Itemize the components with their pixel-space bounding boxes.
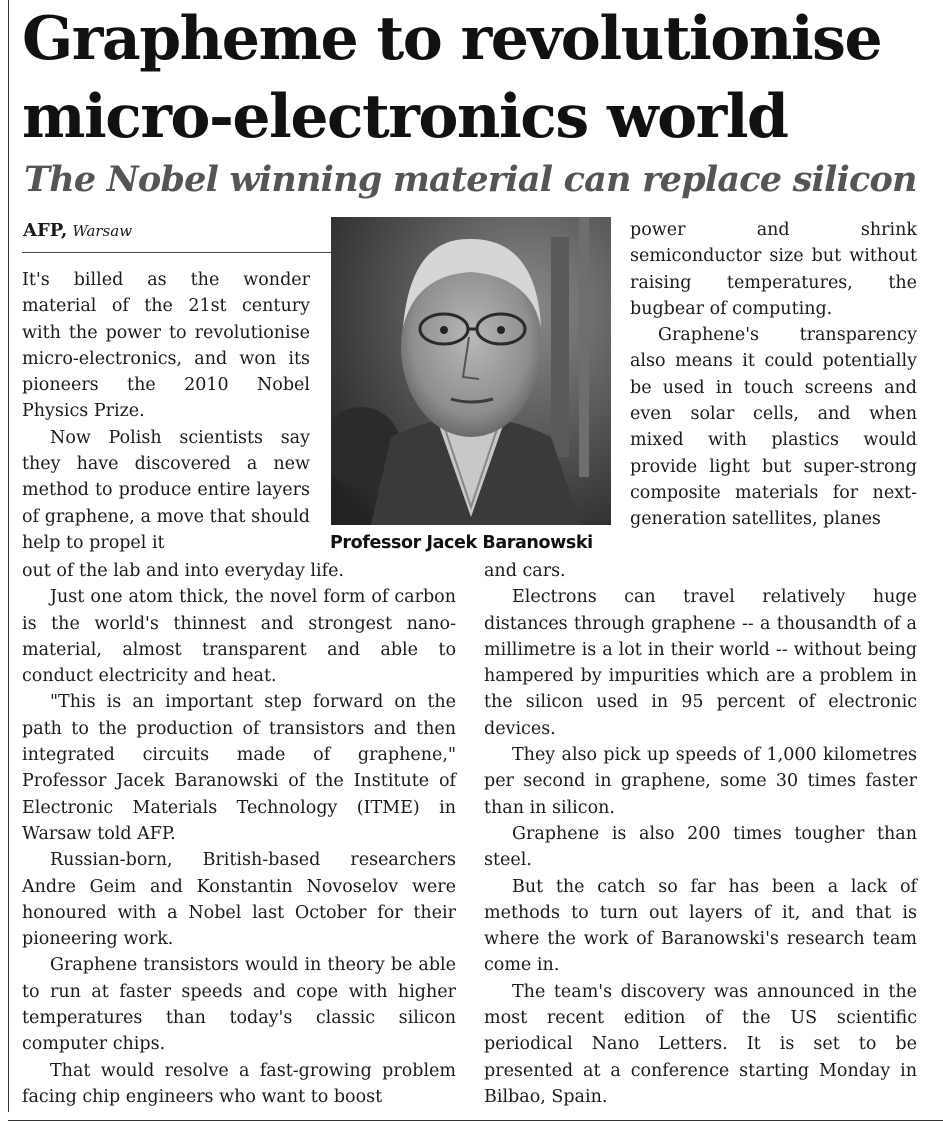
- paragraph: It's billed as the wonder material of the 21st century with the power to revolutionise micro-electronics, and won its pioneers the 2010 Nobel Physics Prize.: [22, 270, 310, 422]
- headline: [22, 0, 937, 156]
- paragraph: That would resolve a fast-growing problem facing chip engineers who want to boost: [22, 1060, 456, 1107]
- paragraph: Now Polish scientists say they have discovered a new method to produce entire layers of graphene, a move that should help to propel it: [22, 427, 310, 553]
- column-rule-left: [8, 0, 9, 1112]
- subheadline: The Nobel winning material can replace silicon: [24, 159, 917, 200]
- byline: [23, 220, 132, 241]
- article-column-upper-left: [22, 267, 310, 556]
- page-bottom-rule: [8, 1120, 943, 1121]
- photo-caption: Professor Jacek Baranowski: [330, 533, 593, 553]
- paragraph: power and shrink semiconductor size but without raising temperatures, the bugbear of computing.: [630, 220, 917, 319]
- article-column-lower-left: [22, 558, 456, 1110]
- paragraph: Russian-born, British-based researchers Andre Geim and Konstantin Novoselov were honoured with a Nobel last October for their pioneering work.: [22, 850, 456, 950]
- paragraph: The team's discovery was announced in the most recent edition of the US scientific periodical Nano Letters. It is set to be presented at a conference starting Monday in Bilbao, Spain.: [484, 981, 917, 1107]
- paragraph: Just one atom thick, the novel form of carbon is the world's thinnest and strongest nano-material, almost transparent and able to conduct electricity and heat.: [22, 587, 456, 687]
- article-column-lower-right: [484, 558, 917, 1110]
- paragraph: But the catch so far has been a lack of methods to turn out layers of it, and that is where the work of Baranowski's research team come in.: [484, 876, 917, 976]
- paragraph: They also pick up speeds of 1,000 kilometres per second in graphene, some 30 times faster than in silicon.: [484, 745, 917, 818]
- headline-line-1: Grapheme to revolutionise: [22, 4, 882, 74]
- paragraph: Graphene's transparency also means it could potentially be used in touch screens and even solar cells, and when mixed with plastics would provide light but super-strong composite materials for next-generation satellites, planes: [630, 325, 917, 530]
- article-column-upper-right: [630, 217, 917, 533]
- professor-photo: [331, 217, 611, 525]
- byline-place: Warsaw: [72, 222, 133, 240]
- paragraph: and cars.: [484, 561, 566, 581]
- byline-agency: AFP,: [23, 220, 68, 241]
- paragraph: "This is an important step forward on the path to the production of transistors and then integrated circuits made of graphene," Professor Jacek Baranowski of the Institute of Electronic Materials Technology (ITME) in Warsaw told AFP.: [22, 692, 456, 844]
- portrait-image: [331, 217, 611, 525]
- paragraph: out of the lab and into everyday life.: [22, 561, 344, 581]
- paragraph: Graphene is also 200 times tougher than steel.: [484, 823, 917, 871]
- headline-line-2: micro-electronics world: [22, 82, 788, 152]
- byline-rule: [22, 252, 332, 253]
- paragraph: Graphene transistors would in theory be able to run at faster speeds and cope with higher temperatures than today's classic silicon computer chips.: [22, 955, 456, 1055]
- paragraph: Electrons can travel relatively huge distances through graphene -- a thousandth of a millimetre is a lot in their world -- without being hampered by impurities which are a problem in the silicon used in 95 percent of electronic devices.: [484, 587, 917, 739]
